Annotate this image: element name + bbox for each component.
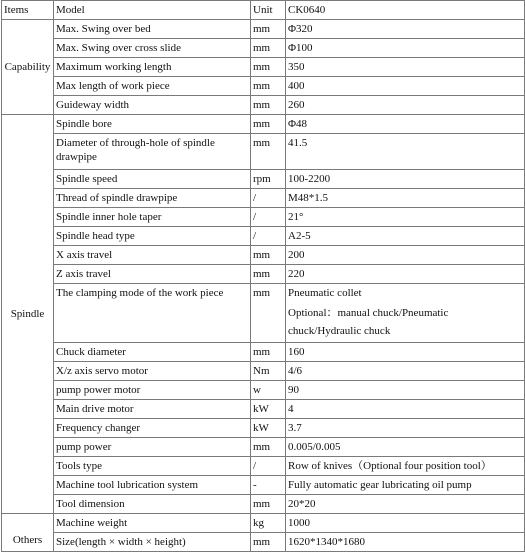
header-unit: Unit bbox=[251, 1, 286, 20]
row-item: pump power bbox=[54, 438, 251, 457]
spec-table bbox=[1, 0, 525, 552]
row-value: 400 bbox=[286, 77, 525, 96]
row-unit: kW bbox=[251, 400, 286, 419]
row-unit: mm bbox=[251, 20, 286, 39]
table-row bbox=[2, 20, 525, 39]
row-item: Max. Swing over bed bbox=[54, 20, 251, 39]
row-item: Spindle head type bbox=[54, 227, 251, 246]
row-item: Machine weight bbox=[54, 514, 251, 533]
row-value: Φ320 bbox=[286, 20, 525, 39]
row-item: Machine tool lubrication system bbox=[54, 476, 251, 495]
table-row bbox=[2, 495, 525, 514]
row-value: 1620*1340*1680 bbox=[286, 533, 525, 552]
table-row bbox=[2, 362, 525, 381]
row-unit: Nm bbox=[251, 362, 286, 381]
table-row bbox=[2, 438, 525, 457]
row-unit: mm bbox=[251, 438, 286, 457]
row-value: 1000 bbox=[286, 514, 525, 533]
table-row bbox=[2, 189, 525, 208]
row-item: Spindle inner hole taper bbox=[54, 208, 251, 227]
row-unit: / bbox=[251, 227, 286, 246]
group-others: Others bbox=[2, 514, 54, 552]
row-value: 20*20 bbox=[286, 495, 525, 514]
row-value: Φ48 bbox=[286, 115, 525, 134]
row-item: Guideway width bbox=[54, 96, 251, 115]
row-unit: mm bbox=[251, 284, 286, 343]
table-row bbox=[2, 457, 525, 476]
row-value: Φ100 bbox=[286, 39, 525, 58]
row-value: 0.005/0.005 bbox=[286, 438, 525, 457]
row-unit: mm bbox=[251, 495, 286, 514]
row-unit: mm bbox=[251, 77, 286, 96]
row-value: A2-5 bbox=[286, 227, 525, 246]
row-item: Z axis travel bbox=[54, 265, 251, 284]
row-value: 220 bbox=[286, 265, 525, 284]
row-value: Row of knives（Optional four position tool） bbox=[286, 457, 525, 476]
row-value: 160 bbox=[286, 343, 525, 362]
row-unit: mm bbox=[251, 343, 286, 362]
row-unit: w bbox=[251, 381, 286, 400]
header-model-value: CK0640 bbox=[286, 1, 525, 20]
row-unit: mm bbox=[251, 115, 286, 134]
table-row bbox=[2, 115, 525, 134]
row-unit: mm bbox=[251, 533, 286, 552]
table-row bbox=[2, 134, 525, 170]
row-value: 200 bbox=[286, 246, 525, 265]
row-item: The clamping mode of the work piece bbox=[54, 284, 251, 343]
row-unit: / bbox=[251, 189, 286, 208]
row-item: Maximum working length bbox=[54, 58, 251, 77]
table-row bbox=[2, 419, 525, 438]
table-row bbox=[2, 246, 525, 265]
row-item: Thread of spindle drawpipe bbox=[54, 189, 251, 208]
row-value: M48*1.5 bbox=[286, 189, 525, 208]
row-value: 3.7 bbox=[286, 419, 525, 438]
row-value: 260 bbox=[286, 96, 525, 115]
row-item: Diameter of through-hole of spindle drawpipe bbox=[54, 134, 251, 170]
row-unit: / bbox=[251, 457, 286, 476]
table-header-row bbox=[2, 1, 525, 20]
row-unit: mm bbox=[251, 96, 286, 115]
table-row bbox=[2, 170, 525, 189]
table-row bbox=[2, 208, 525, 227]
table-row bbox=[2, 381, 525, 400]
row-value bbox=[286, 284, 525, 343]
group-capability: Capability bbox=[2, 20, 54, 115]
row-value: 100-2200 bbox=[286, 170, 525, 189]
row-value: 41.5 bbox=[286, 134, 525, 170]
row-unit: mm bbox=[251, 265, 286, 284]
row-unit: mm bbox=[251, 134, 286, 170]
row-unit: - bbox=[251, 476, 286, 495]
table-row bbox=[2, 533, 525, 552]
row-item: Main drive motor bbox=[54, 400, 251, 419]
table-row bbox=[2, 343, 525, 362]
row-item: Chuck diameter bbox=[54, 343, 251, 362]
row-value: 90 bbox=[286, 381, 525, 400]
row-unit: / bbox=[251, 208, 286, 227]
row-unit: mm bbox=[251, 39, 286, 58]
row-item: Tools type bbox=[54, 457, 251, 476]
row-value: Fully automatic gear lubricating oil pump bbox=[286, 476, 525, 495]
clamping-mode-optional: Optional：manual chuck/Pneumatic chuck/Hydraulic chuck bbox=[288, 307, 449, 337]
row-item: Spindle bore bbox=[54, 115, 251, 134]
group-spindle: Spindle bbox=[2, 115, 54, 514]
row-unit: mm bbox=[251, 246, 286, 265]
table-row bbox=[2, 265, 525, 284]
table-row bbox=[2, 77, 525, 96]
row-item: Max. Swing over cross slide bbox=[54, 39, 251, 58]
table-row bbox=[2, 400, 525, 419]
row-value: 21° bbox=[286, 208, 525, 227]
table-row bbox=[2, 96, 525, 115]
row-value: 4 bbox=[286, 400, 525, 419]
row-item: Size(length × width × height) bbox=[54, 533, 251, 552]
header-items: Items bbox=[2, 1, 54, 20]
row-unit: kW bbox=[251, 419, 286, 438]
row-item: Spindle speed bbox=[54, 170, 251, 189]
header-model: Model bbox=[54, 1, 251, 20]
row-item: pump power motor bbox=[54, 381, 251, 400]
table-row bbox=[2, 284, 525, 343]
row-item: Tool dimension bbox=[54, 495, 251, 514]
row-unit: rpm bbox=[251, 170, 286, 189]
table-row bbox=[2, 58, 525, 77]
clamping-mode-default: Pneumatic collet bbox=[288, 287, 362, 299]
table-row bbox=[2, 227, 525, 246]
row-value: 350 bbox=[286, 58, 525, 77]
row-item: X axis travel bbox=[54, 246, 251, 265]
table-row bbox=[2, 476, 525, 495]
row-unit: kg bbox=[251, 514, 286, 533]
row-value: 4/6 bbox=[286, 362, 525, 381]
row-item: Frequency changer bbox=[54, 419, 251, 438]
row-item: Max length of work piece bbox=[54, 77, 251, 96]
row-item: X/z axis servo motor bbox=[54, 362, 251, 381]
table-row bbox=[2, 39, 525, 58]
row-unit: mm bbox=[251, 58, 286, 77]
table-row bbox=[2, 514, 525, 533]
